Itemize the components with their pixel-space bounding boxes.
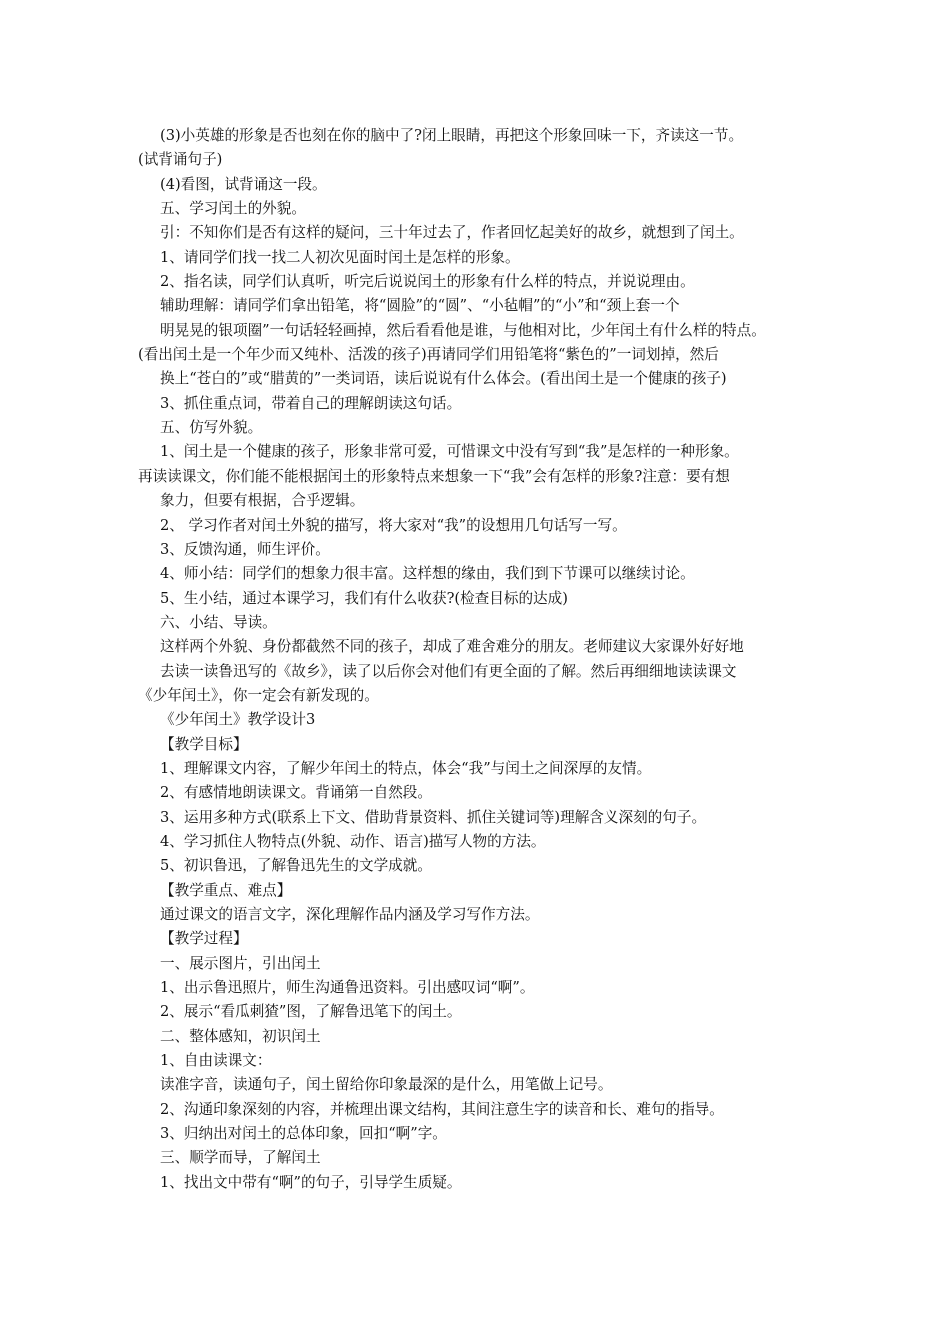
text-line: 5、生小结，通过本课学习，我们有什么收获?(检查目标的达成) [160,589,568,607]
text-line: 3、抓住重点词，带着自己的理解朗读这句话。 [160,394,462,412]
text-line: 【教学过程】 [160,930,248,948]
text-line: 2、沟通印象深刻的内容，并梳理出课文结构，其间注意生字的读音和长、难句的指导。 [160,1100,724,1118]
text-line: (看出闰土是一个年少而又纯朴、活泼的孩子)再请同学们用铅笔将“紫色的”一词划掉，然后 [138,346,719,364]
text-line: 再读读课文，你们能不能根据闰土的形象特点来想象一下“我”会有怎样的形象?注意：要有想 [138,467,730,485]
text-line: (4)看图，试背诵这一段。 [160,175,327,193]
text-line: 三、顺学而导，了解闰土 [160,1149,321,1167]
text-line: 1、请同学们找一找二人初次见面时闰土是怎样的形象。 [160,248,520,266]
text-line: 3、运用多种方式(联系上下文、借助背景资料、抓住关键词等)理解含义深刻的句子。 [160,808,707,826]
text-line: 引：不知你们是否有这样的疑问，三十年过去了，作者回忆起美好的故乡，就想到了闰土。 [160,224,744,242]
text-line: 去读一读鲁迅写的《故乡》，读了以后你会对他们有更全面的了解。然后再细细地读读课文 [160,662,737,680]
text-line: 2、有感情地朗读课文。背诵第一自然段。 [160,784,432,802]
text-line: 2、展示“看瓜刺猹”图，了解鲁迅笔下的闰土。 [160,1003,462,1021]
text-line: 《少年闰土》教学设计3 [160,711,316,729]
text-line: 五、仿写外貌。 [160,419,263,437]
text-line: 1、理解课文内容，了解少年闰土的特点，体会“我”与闰土之间深厚的友情。 [160,759,652,777]
text-line: 明晃晃的银项圈”一句话轻轻画掉，然后看看他是谁，与他相对比，少年闰土有什么样的特点。 [160,321,766,339]
text-line: 读准字音，读通句子，闰土留给你印象最深的是什么，用笔做上记号。 [160,1076,613,1094]
text-line: 换上“苍白的”或“腊黄的”一类词语，读后说说有什么体会。(看出闰土是一个健康的孩子) [160,370,727,388]
text-line: 【教学重点、难点】 [160,881,292,899]
text-line: 一、展示图片，引出闰土 [160,954,321,972]
text-line: 1、出示鲁迅照片，师生沟通鲁迅资料。引出感叹词“啊”。 [160,979,535,997]
text-line: 4、学习抓住人物特点(外貌、动作、语言)描写人物的方法。 [160,832,546,850]
text-line: 3、归纳出对闰土的总体印象，回扣“啊”字。 [160,1125,447,1143]
text-line: 辅助理解：请同学们拿出铅笔，将“圆脸”的“圆”、“小毡帽”的“小”和“颈上套一个 [160,297,680,315]
text-line: 4、师小结：同学们的想象力很丰富。这样想的缘由，我们到下节课可以继续讨论。 [160,565,695,583]
text-line: 通过课文的语言文字，深化理解作品内涵及学习写作方法。 [160,906,540,923]
text-line: 2、 学习作者对闰土外貌的描写，将大家对“我”的设想用几句话写一写。 [160,516,627,534]
text-line: 这样两个外貌、身份都截然不同的孩子，却成了难舍难分的朋友。老师建议大家课外好好地 [160,638,744,656]
text-line: 5、初识鲁迅，了解鲁迅先生的文学成就。 [160,857,432,875]
text-line: (3)小英雄的形象是否也刻在你的脑中了?闭上眼睛，再把这个形象回味一下，齐读这一节。 [160,127,744,144]
text-line: 六、小结、导读。 [160,613,277,631]
text-line: (试背诵句子) [138,151,223,169]
text-line: 象力，但要有根据，合乎逻辑。 [160,492,365,510]
text-line: 五、学习闰土的外貌。 [160,200,306,218]
text-line: 2、指名读，同学们认真听，听完后说说闰土的形象有什么样的特点，并说说理由。 [160,273,695,291]
document-page [138,124,818,1195]
text-line: 二、整体感知，初识闰土 [160,1027,321,1045]
text-line: 《少年闰土》，你一定会有新发现的。 [138,686,379,704]
text-line: 3、反馈沟通，师生评价。 [160,540,330,558]
text-line: 【教学目标】 [160,735,248,753]
text-line: 1、闰土是一个健康的孩子，形象非常可爱，可惜课文中没有写到“我”是怎样的一种形象。 [160,443,739,461]
text-line: 1、自由读课文： [160,1052,272,1070]
text-line: 1、找出文中带有“啊”的句子，引导学生质疑。 [160,1173,462,1191]
